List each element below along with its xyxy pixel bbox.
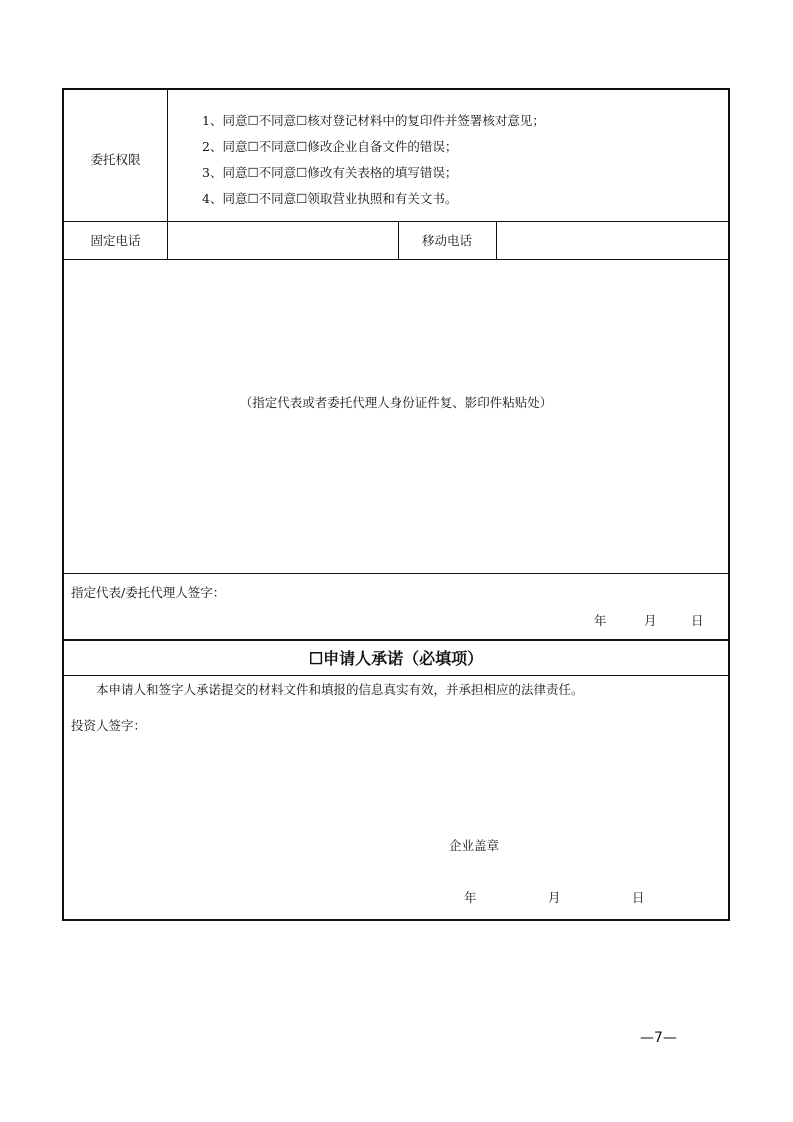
section-divider: [64, 639, 728, 641]
agent-date-day: 日: [691, 613, 704, 628]
commitment-statement: 本申请人和签字人承诺提交的材料文件和填报的信息真实有效，并承担相应的法律责任。: [96, 682, 584, 697]
auth-item-3: 3、同意☐不同意☐修改有关表格的填写错误；: [202, 165, 458, 180]
commit-date-month: 月: [548, 890, 561, 905]
row-divider: [64, 573, 728, 574]
auth-item-4: 4、同意☐不同意☐领取营业执照和有关文书。: [202, 191, 458, 206]
row-divider: [64, 259, 728, 260]
auth-label-divider: [167, 90, 168, 221]
agent-date-month: 月: [644, 613, 657, 628]
auth-label: 委托权限: [90, 152, 141, 167]
phone-divider-1: [167, 221, 168, 259]
agent-date-year: 年: [594, 613, 607, 628]
auth-item-2: 2、同意☐不同意☐修改企业自备文件的错误；: [202, 139, 458, 154]
commitment-title: ☐申请人承诺（必填项）: [308, 649, 484, 668]
agent-signature-label: 指定代表/委托代理人签字：: [71, 585, 226, 600]
id-copy-paste-note: （指定代表或者委托代理人身份证件复、影印件粘贴处）: [239, 395, 553, 410]
phone-divider-3: [496, 221, 497, 259]
mobile-phone-label: 移动电话: [421, 233, 472, 248]
fixed-phone-label: 固定电话: [90, 233, 141, 248]
row-divider: [64, 675, 728, 676]
enterprise-seal-label: 企业盖章: [449, 838, 500, 853]
auth-item-1: 1、同意☐不同意☐核对登记材料中的复印件并签署核对意见；: [202, 113, 545, 128]
commit-date-year: 年: [464, 890, 477, 905]
commit-date-day: 日: [632, 890, 645, 905]
page-number: —7—: [640, 1030, 677, 1046]
registration-form-table: [62, 88, 730, 921]
row-divider: [64, 221, 728, 222]
investor-signature-label: 投资人签字：: [71, 718, 147, 733]
